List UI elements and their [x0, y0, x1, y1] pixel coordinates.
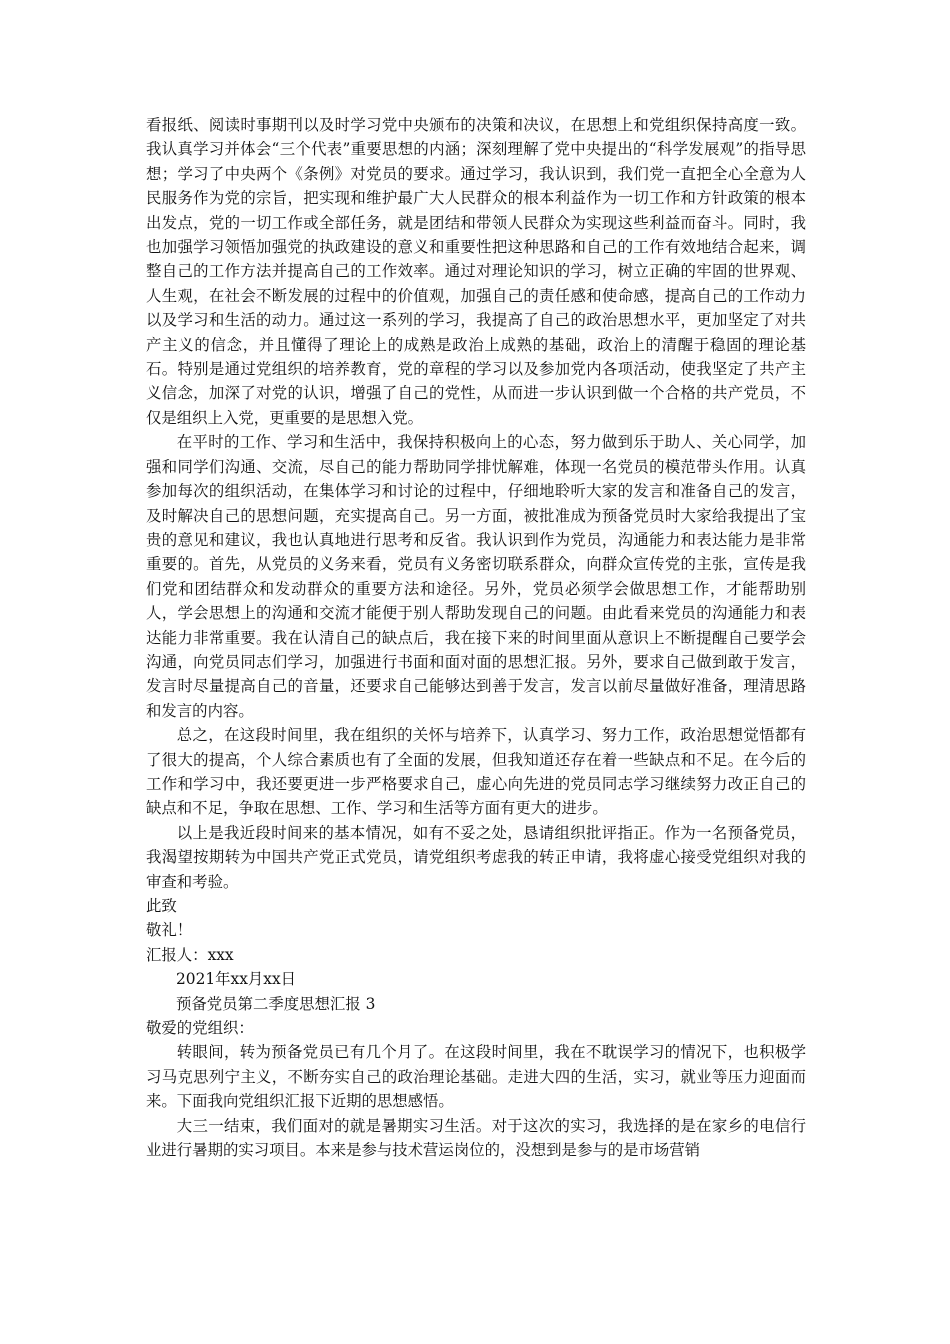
closing-respect: 敬礼！	[146, 921, 193, 940]
report-date: 2021年xx月xx日	[176, 970, 297, 989]
closing-salutation: 此致	[146, 897, 177, 915]
section-paragraph-2: 大三一结束，我们面对的就是暑期实习生活。对于这次的实习，我选择的是在家乡的电信行业进行暑期的实习项目。本来是参与技术营运岗位的，没想到是参与的是市场营销	[146, 1116, 806, 1160]
section-greeting: 敬爱的党组织：	[146, 1019, 254, 1038]
section-title: 预备党员第二季度思想汇报 3	[176, 994, 376, 1013]
reporter-signature: 汇报人：xxx	[146, 945, 234, 964]
body-paragraph-3: 总之，在这段时间里，我在组织的关怀与培养下，认真学习、努力工作，政治思想觉悟都有了很大的提高，个人综合素质也有了全面的发展，但我知道还存在着一些缺点和不足。在今后的工作和学习中，我还要更进一步严格要求自己，虚心向先进的党员同志学习继续努力改正自己的缺点和不足，争取在思想、工作、学习和生活等方面有更大的进步。	[146, 726, 806, 818]
body-paragraph-4: 以上是我近段时间来的基本情况，如有不妥之处，恳请组织批评指正。作为一名预备党员，我渴望按期转为中国共产党正式党员，请党组织考虑我的转正申请，我将虚心接受党组织对我的审查和考验。	[146, 823, 806, 891]
section-paragraph-1: 转眼间，转为预备党员已有几个月了。在这段时间里，我在不耽误学习的情况下，也积极学习马克思列宁主义，不断夯实自己的政治理论基础。走进大四的生活，实习，就业等压力迎面而来。下面我向党组织汇报下近期的思想感悟。	[146, 1043, 806, 1111]
body-paragraph-1: 看报纸、阅读时事期刊以及时学习党中央颁布的决策和决议，在思想上和党组织保持高度一致。我认真学习并体会“三个代表”重要思想的内涵；深刻理解了党中央提出的“科学发展观”的指导思想；学习了中央两个《条例》对党员的要求。通过学习，我认识到，我们党一直把全心全意为人民服务作为党的宗旨，把实现和维护最广大人民群众的根本利益作为一切工作和方针政策的根本出发点，党的一切工作或全部任务，就是团结和带领人民群众为实现这些利益而奋斗。同时，我也加强学习领悟加强党的执政建设的意义和重要性把这种思路和自己的工作有效地结合起来，调整自己的工作方法并提高自己的工作效率。通过对理论知识的学习，树立正确的牢固的世界观、人生观，在社会不断发展的过程中的价值观，加强自己的责任感和使命感，提高自己的工作动力以及学习和生活的动力。通过这一系列的学习，我提高了自己的政治思想水平，更加坚定了对共产主义的信念，并且懂得了理论上的成熟是政治上成熟的基础，政治上的清醒于稳固的理论基石。特别是通过党组织的培养教育，党的章程的学习以及参加党内各项活动，使我坚定了共产主义信念，加深了对党的认识，增强了自己的党性，从而进一步认识到做一个合格的共产党员，不仅是组织上入党，更重要的是思想入党。	[146, 116, 806, 427]
body-paragraph-2: 在平时的工作、学习和生活中，我保持积极向上的心态，努力做到乐于助人、关心同学，加强和同学们沟通、交流，尽自己的能力帮助同学排忧解难，体现一名党员的模范带头作用。认真参加每次的组织活动，在集体学习和讨论的过程中，仔细地聆听大家的发言和准备自己的发言，及时解决自己的思想问题，充实提高自己。另一方面，被批准成为预备党员时大家给我提出了宝贵的意见和建议，我也认真地进行思考和反省。我认识到作为党员，沟通能力和表达能力是非常重要的。首先，从党员的义务来看，党员有义务密切联系群众，向群众宣传党的主张，宣传是我们党和团结群众和发动群众的重要方法和途径。另外，党员必须学会做思想工作，才能帮助别人，学会思想上的沟通和交流才能便于别人帮助发现自己的问题。由此看来党员的沟通能力和表达能力非常重要。我在认清自己的缺点后，我在接下来的时间里面从意识上不断提醒自己要学会沟通，向党员同志们学习，加强进行书面和面对面的思想汇报。另外，要求自己做到敢于发言，发言时尽量提高自己的音量，还要求自己能够达到善于发言，发言以前尽量做好准备，理清思路和发言的内容。	[146, 433, 806, 720]
document-page	[146, 113, 806, 1162]
